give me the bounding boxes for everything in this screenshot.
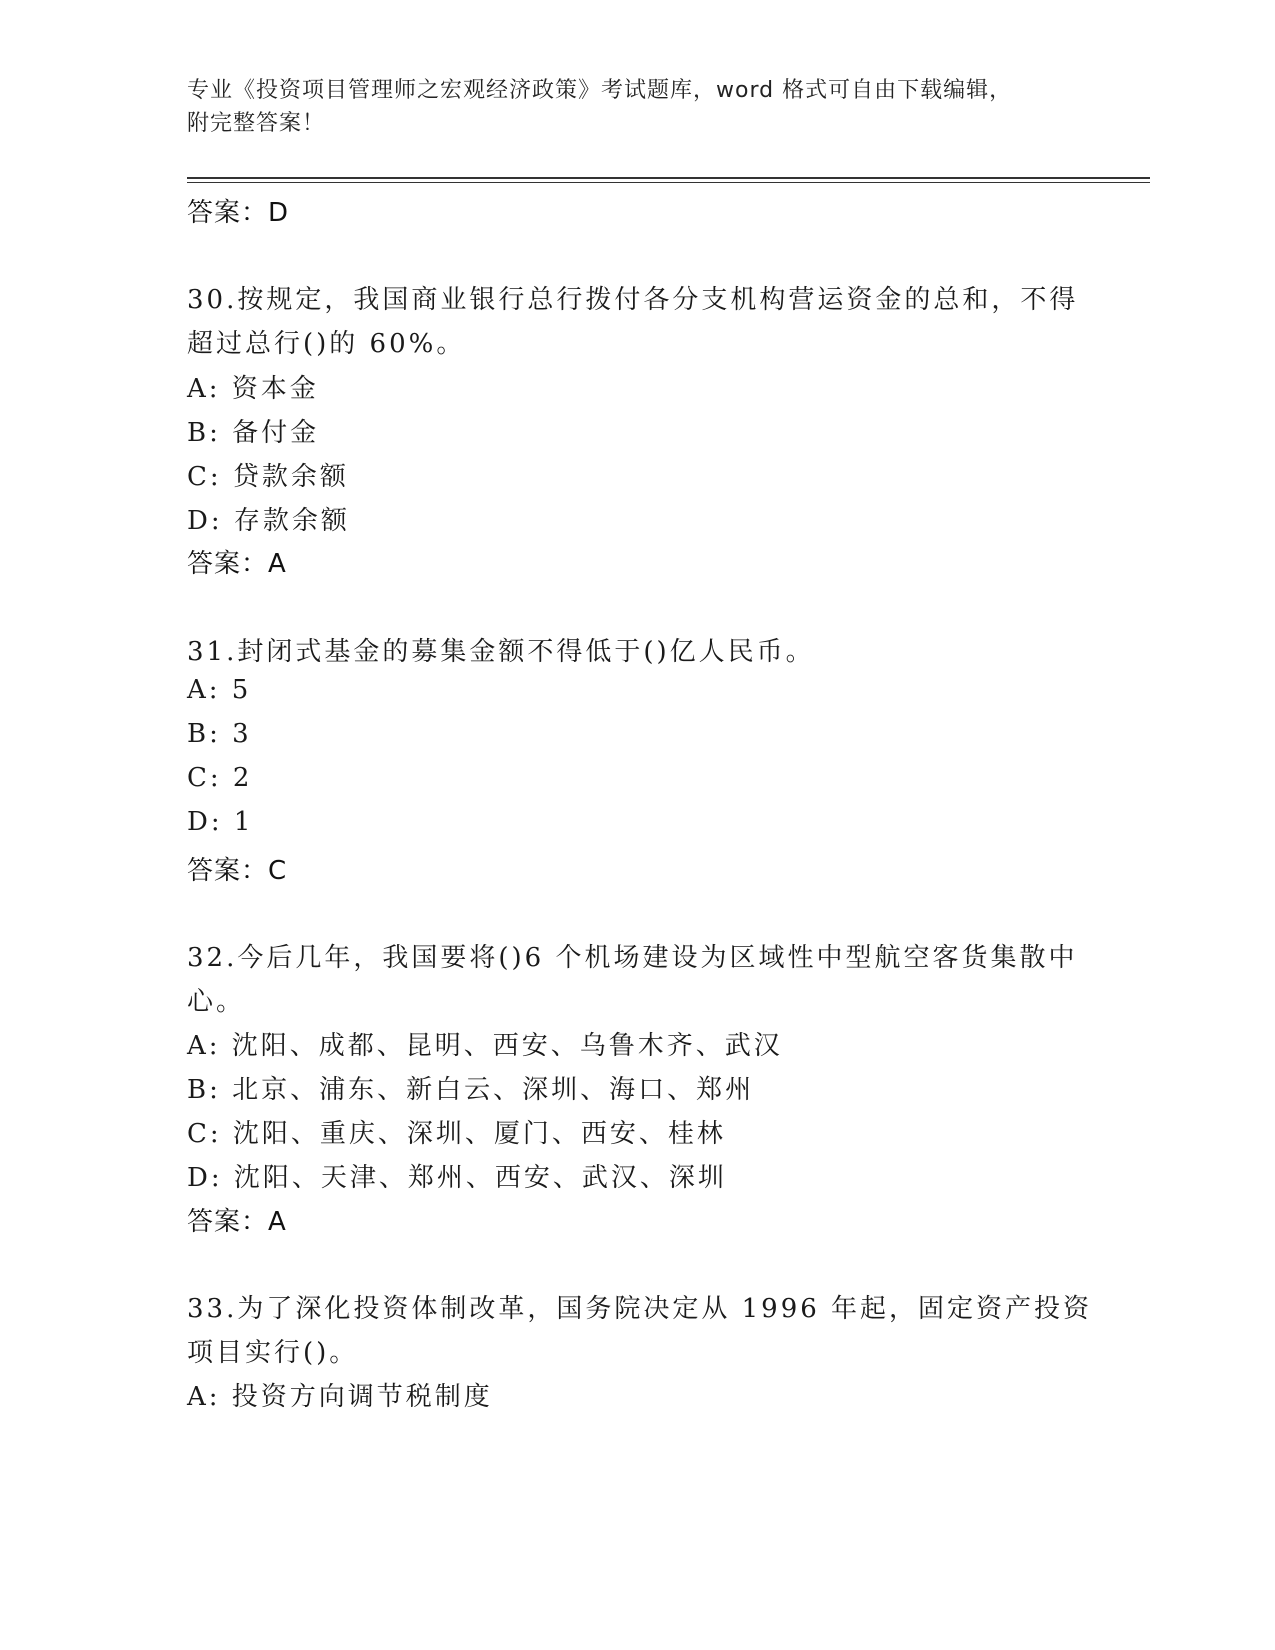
option-c: C: 贷款余额	[187, 462, 349, 492]
question-stem: 33.为了深化投资体制改革，国务院决定从 1996 年起，固定资产投资	[187, 1294, 1093, 1324]
question-stem: 30.按规定，我国商业银行总行拨付各分支机构营运资金的总和，不得	[187, 285, 1079, 315]
question-stem: 项目实行()。	[187, 1338, 359, 1368]
document-header	[187, 74, 1067, 140]
option-b: B: 备付金	[187, 418, 320, 448]
header-line-1: 专业《投资项目管理师之宏观经济政策》考试题库，word 格式可自由下载编辑，	[187, 78, 1013, 103]
option-a: A: 沈阳、成都、昆明、西安、乌鲁木齐、武汉	[187, 1031, 783, 1061]
option-a: A: 资本金	[187, 374, 319, 404]
answer: 答案：C	[187, 856, 288, 886]
option-c: C: 2	[187, 763, 253, 793]
header-divider-thick	[187, 177, 1150, 179]
option-c: C: 沈阳、重庆、深圳、厦门、西安、桂林	[187, 1119, 726, 1149]
answer: 答案：A	[187, 1207, 287, 1237]
answer: 答案：A	[187, 549, 287, 579]
option-b: B: 北京、浦东、新白云、深圳、海口、郑州	[187, 1075, 755, 1105]
option-d: D: 1	[187, 807, 254, 837]
question-stem: 31.封闭式基金的募集金额不得低于()亿人民币。	[187, 637, 815, 667]
option-a: A: 5	[187, 675, 252, 705]
question-stem: 32.今后几年，我国要将()6 个机场建设为区域性中型航空客货集散中	[187, 943, 1078, 973]
option-a: A: 投资方向调节税制度	[187, 1382, 493, 1412]
previous-answer: 答案：D	[187, 198, 290, 228]
question-stem: 心。	[187, 987, 246, 1017]
header-divider-thin	[187, 182, 1150, 183]
option-d: D: 沈阳、天津、郑州、西安、武汉、深圳	[187, 1163, 727, 1193]
header-line-2: 附完整答案！	[187, 111, 326, 136]
option-b: B: 3	[187, 719, 252, 749]
option-d: D: 存款余额	[187, 506, 350, 536]
question-stem: 超过总行()的 60%。	[187, 329, 466, 359]
